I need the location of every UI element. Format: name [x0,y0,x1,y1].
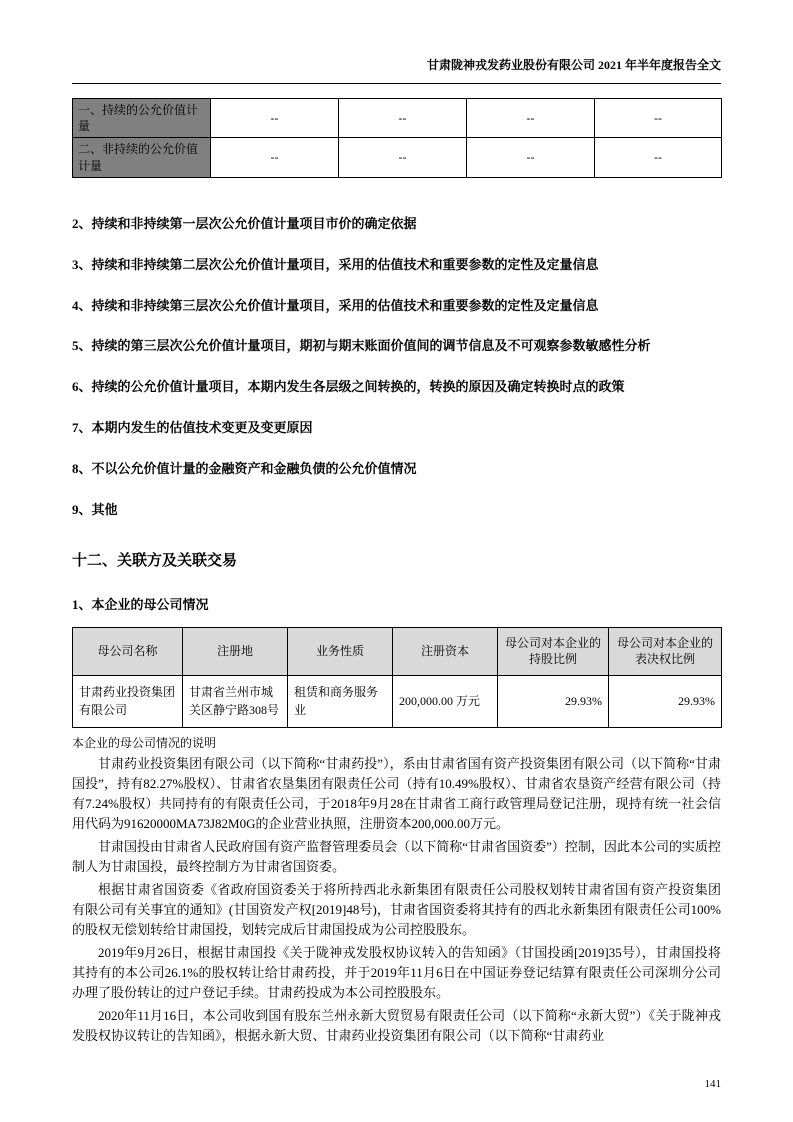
table-row [73,138,722,177]
column-header: 业务性质 [288,627,393,675]
fair-value-measurement-table [72,98,722,178]
report-title: 甘肃陇神戎发药业股份有限公司 2021 年半年度报告全文 [426,58,721,72]
cell-voting-ratio: 29.93% [609,675,722,727]
paragraph: 2019年9月26日，根据甘肃国投《关于陇神戎发股权协议转入的告知函》（甘国投函[2019]35号），甘肃国投将其持有的本公司26.1%的股权转让给甘肃药投，并于2019年11月6日在中国证券登记结算有限责任公司深圳分公司办理了股份转让的过户登记手续。甘肃药投成为本公司控股股东。 [72,944,721,1000]
numbered-items [72,216,721,519]
paragraph: 甘肃国投由甘肃省人民政府国有资产监督管理委员会（以下简称“甘肃省国资委”）控制，因此本公司的实质控制人为甘肃国投，最终控制方为甘肃省国资委。 [72,838,721,874]
parent-company-note-label: 本企业的母公司情况的说明 [72,735,217,750]
paragraph: 甘肃药业投资集团有限公司（以下简称“甘肃药投”），系由甘肃省国有资产投资集团有限公司（以下简称“甘肃国投”，持有82.27%股权）、甘肃省农垦集团有限责任公司（持有10.49%股权）、甘肃省农垦资产经营有限公司（持有7.24%股权）共同持有的有限责任公司，于2018年9月28在甘肃省工商行政管理局登记注册，现持有统一社会信用代码为91620000MA73J82M0G的企业营业执照，注册资本200,000.00万元。 [72,755,721,831]
cell-registered-capital: 200,000.00 万元 [393,675,498,727]
page-number: 141 [704,1078,721,1090]
table-row [73,99,722,138]
cell-parent-name: 甘肃药业投资集团有限公司 [73,675,183,727]
cell-registered-address: 甘肃省兰州市城关区静宁路308号 [183,675,288,727]
page-header [72,56,721,84]
table-cell: -- [211,138,339,177]
cell-shareholding-ratio: 29.93% [498,675,609,727]
numbered-item-9: 9、其他 [72,501,118,517]
numbered-item-8: 8、不以公允价值计量的金融资产和金融负债的公允价值情况 [72,461,417,477]
section-title-related-parties: 十二、关联方及关联交易 [72,552,238,569]
table-row [73,675,722,727]
column-header: 注册资本 [393,627,498,675]
table-cell: -- [211,99,339,138]
numbered-item-5: 5、持续的第三层次公允价值计量项目，期初与期末账面价值间的调节信息及不可观察参数敏感性分析 [72,338,651,354]
body-paragraphs [72,754,721,1046]
numbered-item-3: 3、持续和非持续第二层次公允价值计量项目，采用的估值技术和重要参数的定性及定量信息 [72,256,599,272]
numbered-item-6: 6、持续的公允价值计量项目，本期内发生各层级之间转换的，转换的原因及确定转换时点的政策 [72,379,625,395]
column-header: 母公司对本企业的表决权比例 [609,627,722,675]
table-cell: -- [467,138,595,177]
table-cell: -- [595,138,722,177]
paragraph: 根据甘肃省国资委《省政府国资委关于将所持西北永新集团有限责任公司股权划转甘肃省国有资产投资集团有限公司有关事宜的通知》(甘国资发产权[2019]48号)，甘肃省国资委将其持有的西北永新集团有限责任公司100%的股权无偿划转给甘肃国投，划转完成后甘肃国投成为公司控股股东。 [72,881,721,937]
cell-business-nature: 租赁和商务服务业 [288,675,393,727]
parent-company-table [72,627,722,728]
row-label-noncontinuous-fair-value: 二、非持续的公允价值计量 [73,138,211,177]
table-cell: -- [595,99,722,138]
table-cell: -- [467,99,595,138]
table-header-row [73,627,722,675]
subsection-title-parent-company: 1、本企业的母公司情况 [72,596,209,612]
numbered-item-4: 4、持续和非持续第三层次公允价值计量项目，采用的估值技术和重要参数的定性及定量信息 [72,297,599,313]
column-header: 母公司名称 [73,627,183,675]
numbered-item-7: 7、本期内发生的估值技术变更及变更原因 [72,420,313,436]
column-header: 注册地 [183,627,288,675]
table-cell: -- [339,99,467,138]
numbered-item-2: 2、持续和非持续第一层次公允价值计量项目市价的确定依据 [72,215,417,231]
paragraph: 2020年11月16日，本公司收到国有股东兰州永新大贸贸易有限责任公司（以下简称“永新大贸”）《关于陇神戎发股权协议转让的告知函》，根据永新大贸、甘肃药业投资集团有限公司（以下简称“甘肃药业 [72,1007,721,1043]
table-cell: -- [339,138,467,177]
row-label-continuous-fair-value: 一、持续的公允价值计量 [73,99,211,138]
column-header: 母公司对本企业的持股比例 [498,627,609,675]
